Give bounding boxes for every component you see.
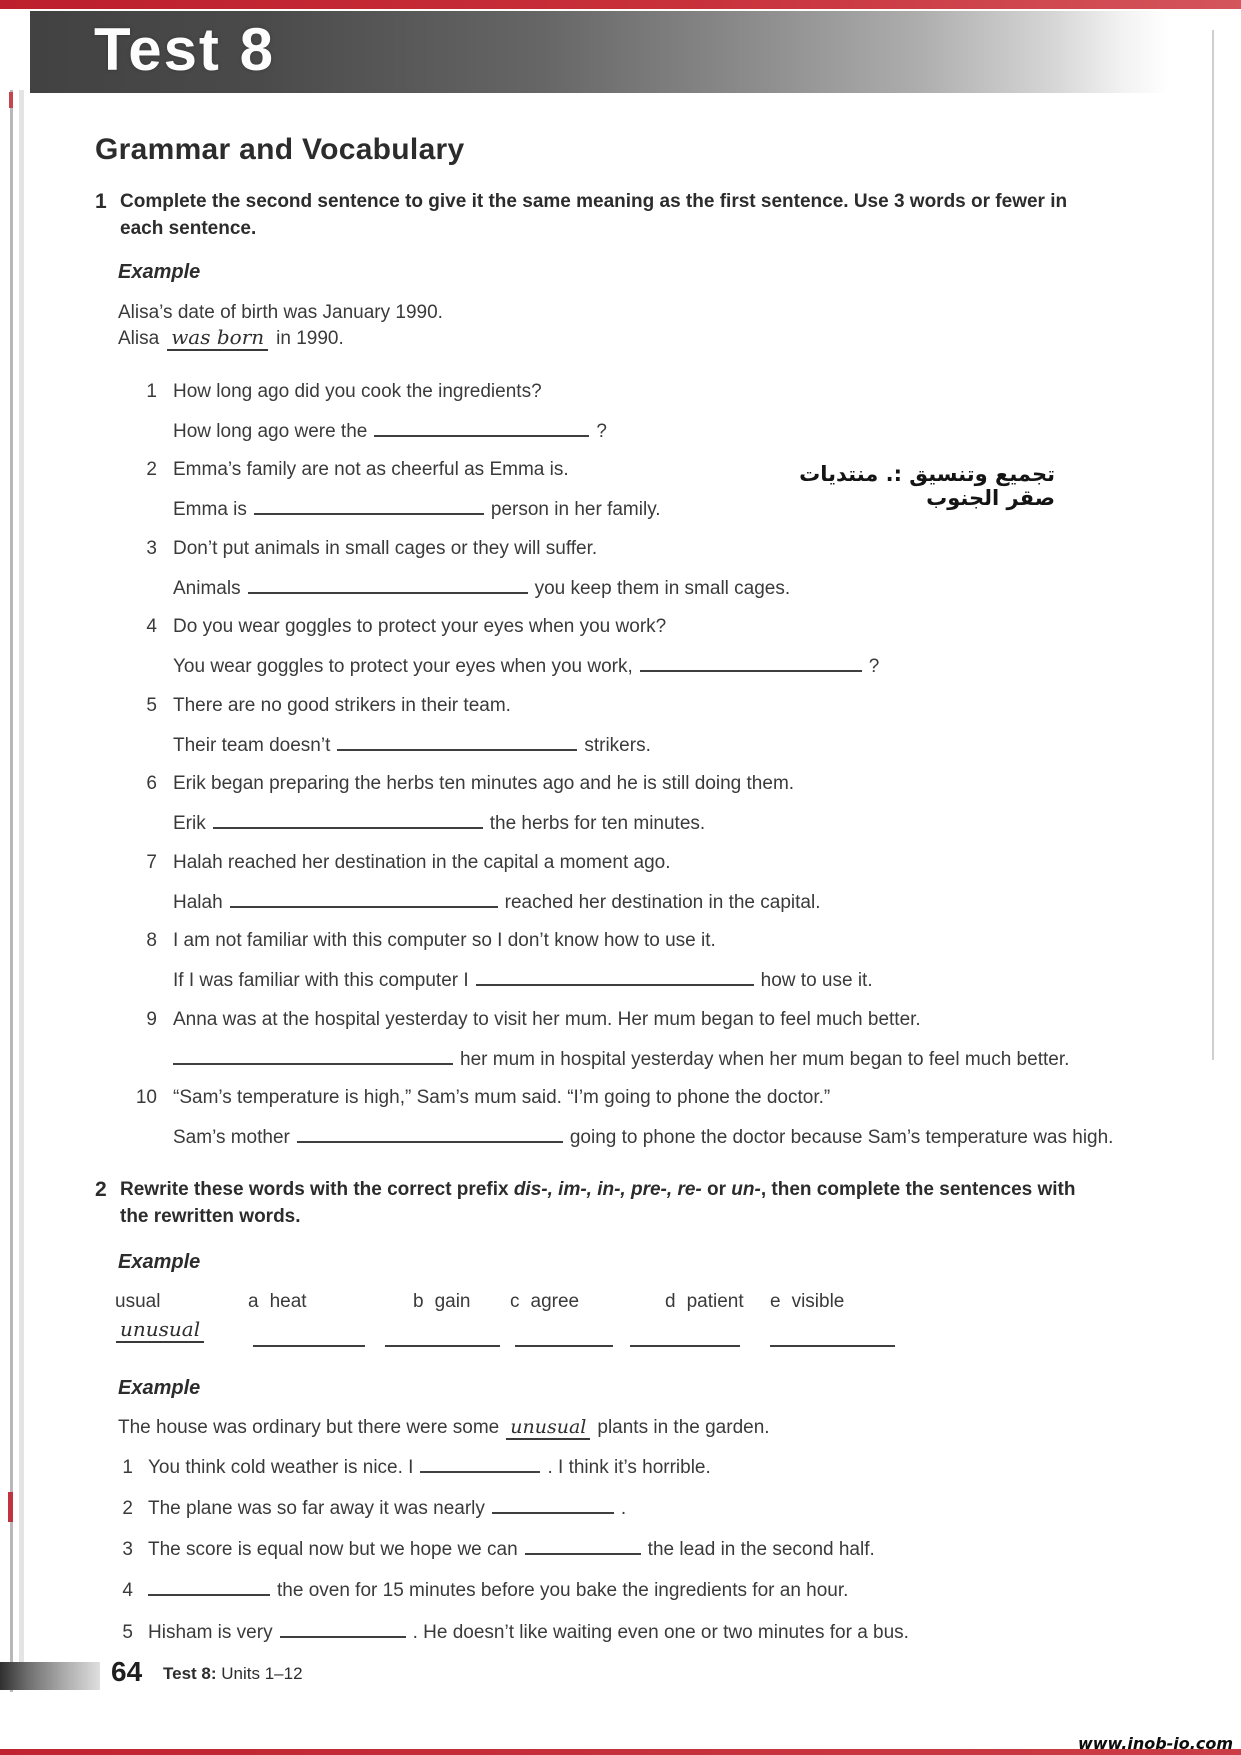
question-prompt: Halah reached her destination in the capital a moment ago. [173,852,671,873]
exercise2-question-row [95,1538,1205,1561]
example-handwritten-answer: unusual [506,1416,590,1440]
footer-units-label: Units 1–12 [216,1664,303,1683]
option-a-blank[interactable] [253,1345,365,1347]
exercise1-answer-row [95,969,1205,992]
sentence-before-text: The score is equal now but we hope we can [148,1539,518,1560]
exercise1-answer-row [95,577,1205,600]
answer-blank[interactable] [254,498,484,515]
base-word: usual [115,1291,161,1312]
option-word: gain [434,1291,471,1312]
sentence-after-text: . He doesn’t like waiting even one or two minutes for a bus. [412,1622,909,1643]
sentence-after-text: . [620,1498,627,1519]
option-word: visible [791,1291,845,1312]
exercise2-question-row [95,1579,1205,1602]
example-handwritten-answer: unusual [116,1317,204,1343]
question-number: 2 [122,1498,133,1519]
answer-blank[interactable] [173,1048,453,1065]
exercise1-question-row [95,772,1205,795]
question-number: 1 [146,381,157,402]
question-number: 3 [122,1539,133,1560]
answer-before-text: If I was familiar with this computer I [173,970,469,991]
exercise1-question-row [95,1008,1205,1031]
example-handwritten-answer: was born [167,325,268,351]
instructions-text: Rewrite these words with the correct prefix [120,1179,514,1200]
option-word: patient [686,1291,744,1312]
left-edge-red-tick [8,1492,13,1522]
option-letter: d [665,1291,676,1312]
left-edge-line-light [19,90,24,1690]
sentence-after-text: the oven for 15 minutes before you bake the ingredients for an hour. [277,1580,849,1601]
red-bottom-strip [0,1749,1241,1755]
exercise2-question-row [95,1621,1205,1644]
answer-blank[interactable] [525,1538,641,1555]
question-prompt: There are no good strikers in their team. [173,695,511,716]
exercise1-answer-row [95,891,1205,914]
exercise1-question-row [95,537,1205,560]
exercise1-question-row [95,694,1205,717]
question-number: 7 [146,852,157,873]
question-number: 4 [122,1580,133,1601]
question-prompt: How long ago did you cook the ingredients? [173,381,542,402]
question-prompt: Emma’s family are not as cheerful as Emma is. [173,459,569,480]
question-number: 1 [122,1457,133,1478]
question-number: 3 [146,538,157,559]
question-prompt: Don’t put animals in small cages or they will suffer. [173,538,598,559]
test-banner [30,11,1168,93]
option-a [248,1291,307,1313]
sentence-after-text: the lead in the second half. [647,1539,875,1560]
watermark-url: www.inob-io.com [1077,1734,1233,1753]
option-letter: e [770,1291,781,1312]
prefix-last: un- [731,1179,761,1200]
answer-before-text: Sam’s mother [173,1127,290,1148]
answer-blank[interactable] [492,1497,614,1514]
answer-blank[interactable] [337,734,577,751]
section-heading: Grammar and Vocabulary [95,133,465,166]
answer-after-text: going to phone the doctor because Sam’s temperature was high. [569,1127,1114,1148]
exercise1-question-row [95,1086,1205,1109]
question-prompt: Erik began preparing the herbs ten minutes ago and he is still doing them. [173,773,795,794]
exercise1-answer-row [95,812,1205,835]
sentence-before-text: You think cold weather is nice. I [148,1457,414,1478]
exercise2-question-row [95,1456,1205,1479]
exercise2-example1-label: Example [118,1251,201,1273]
example-after-text: in 1990. [276,328,344,349]
answer-after-text: how to use it. [760,970,873,991]
option-b [413,1291,471,1313]
option-word: agree [530,1291,580,1312]
question-prompt: “Sam’s temperature is high,” Sam’s mum said. “I’m going to phone the doctor.” [173,1087,831,1108]
answer-before-text: Erik [173,813,206,834]
exercise2-instructions [120,1176,1088,1230]
exercise1-answer-row [95,420,1205,443]
question-number: 4 [146,616,157,637]
exercise1-example-label: Example [118,261,201,283]
sentence-before-text: Hisham is very [148,1622,273,1643]
answer-before-text: Halah [173,892,223,913]
answer-before-text: Their team doesn’t [173,735,331,756]
question-number: 8 [146,930,157,951]
exercise2-example2-label: Example [118,1377,201,1399]
answer-blank[interactable] [640,655,862,672]
answer-before-text: You wear goggles to protect your eyes when you work, [173,656,633,677]
question-number: 2 [146,459,157,480]
question-number: 5 [122,1622,133,1643]
red-top-strip [0,0,1241,9]
answer-after-text: her mum in hospital yesterday when her mum began to feel much better. [460,1049,1070,1070]
answer-blank[interactable] [476,969,754,986]
answer-after-text: ? [868,656,880,677]
answer-blank[interactable] [420,1456,540,1473]
exercise1-question-row [95,615,1205,638]
answer-blank[interactable] [297,1126,563,1143]
exercise2-example2-sentence [118,1416,770,1439]
option-d-blank[interactable] [630,1345,740,1347]
exercise2-number: 2 [95,1178,107,1201]
answer-after-text: you keep them in small cages. [534,578,791,599]
answer-after-text: the herbs for ten minutes. [489,813,706,834]
right-edge-line [1212,30,1214,1060]
option-c [510,1291,579,1313]
answer-blank[interactable] [230,891,498,908]
exercise2-question-row [95,1497,1205,1520]
exercise1-question-row [95,929,1205,952]
answer-blank[interactable] [213,812,483,829]
instructions-conjunction: or [701,1179,732,1200]
answer-before-text: Animals [173,578,241,599]
answer-blank[interactable] [248,577,528,594]
answer-blank[interactable] [148,1579,270,1596]
exercise1-question-row [95,380,1205,403]
answer-after-text: reached her destination in the capital. [504,892,821,913]
option-letter: b [413,1291,424,1312]
answer-blank[interactable] [374,420,589,437]
exercise1-answer-row [95,1048,1205,1071]
option-c-blank[interactable] [515,1345,613,1347]
question-number: 9 [146,1009,157,1030]
exercise1-number: 1 [95,190,107,213]
exercise1-answer-row [95,1126,1205,1149]
example-before-text: The house was ordinary but there were some [118,1417,500,1438]
answer-before-text: How long ago were the [173,421,368,442]
option-b-blank[interactable] [385,1345,500,1347]
instructions-text-end: , then complete the sentences with the rewritten words. [120,1179,1076,1227]
question-number: 10 [135,1087,157,1108]
exercise1-question-row [95,851,1205,874]
option-d [665,1291,744,1313]
option-e-blank[interactable] [770,1345,895,1347]
exercise1-example-line1: Alisa’s date of birth was January 1990. [118,302,443,323]
answer-after-text: person in her family. [490,499,661,520]
exercise1-answer-row [95,655,1205,678]
arabic-forum-note: تجميع وتنسيق :. منتديات صقر الجنوب [799,462,1055,510]
exercise1-example-line2 [118,326,344,350]
exercise1-instructions: Complete the second sentence to give it the same meaning as the first sentence. Use 3 words or fewer in each sentence. [120,191,1068,239]
prefix-list: dis-, im-, in-, pre-, re- [513,1179,702,1200]
question-prompt: Do you wear goggles to protect your eyes when you work? [173,616,667,637]
answer-blank[interactable] [280,1621,406,1638]
left-edge-line [10,90,13,1692]
example-after-text: plants in the garden. [597,1417,770,1438]
answer-after-text: strikers. [584,735,651,756]
footer-test-label: Test 8: [163,1664,217,1683]
option-letter: a [248,1291,259,1312]
example-before-text: Alisa [118,328,160,349]
left-edge-red-tick [9,92,13,108]
option-word: heat [269,1291,307,1312]
option-e [770,1291,844,1313]
question-number: 6 [146,773,157,794]
footer-tab [0,1662,100,1690]
question-number: 5 [146,695,157,716]
page-number: 64 [111,1656,143,1687]
test-banner-title: Test 8 [94,16,275,83]
exercise1-answer-row [95,734,1205,757]
sentence-after-text: . I think it’s horrible. [547,1457,711,1478]
option-letter: c [510,1291,520,1312]
question-prompt: I am not familiar with this computer so I don’t know how to use it. [173,930,716,951]
question-prompt: Anna was at the hospital yesterday to visit her mum. Her mum began to feel much better. [173,1009,921,1030]
answer-before-text: Emma is [173,499,247,520]
footer-label [163,1664,303,1684]
sentence-before-text: The plane was so far away it was nearly [148,1498,485,1519]
answer-after-text: ? [596,421,607,442]
